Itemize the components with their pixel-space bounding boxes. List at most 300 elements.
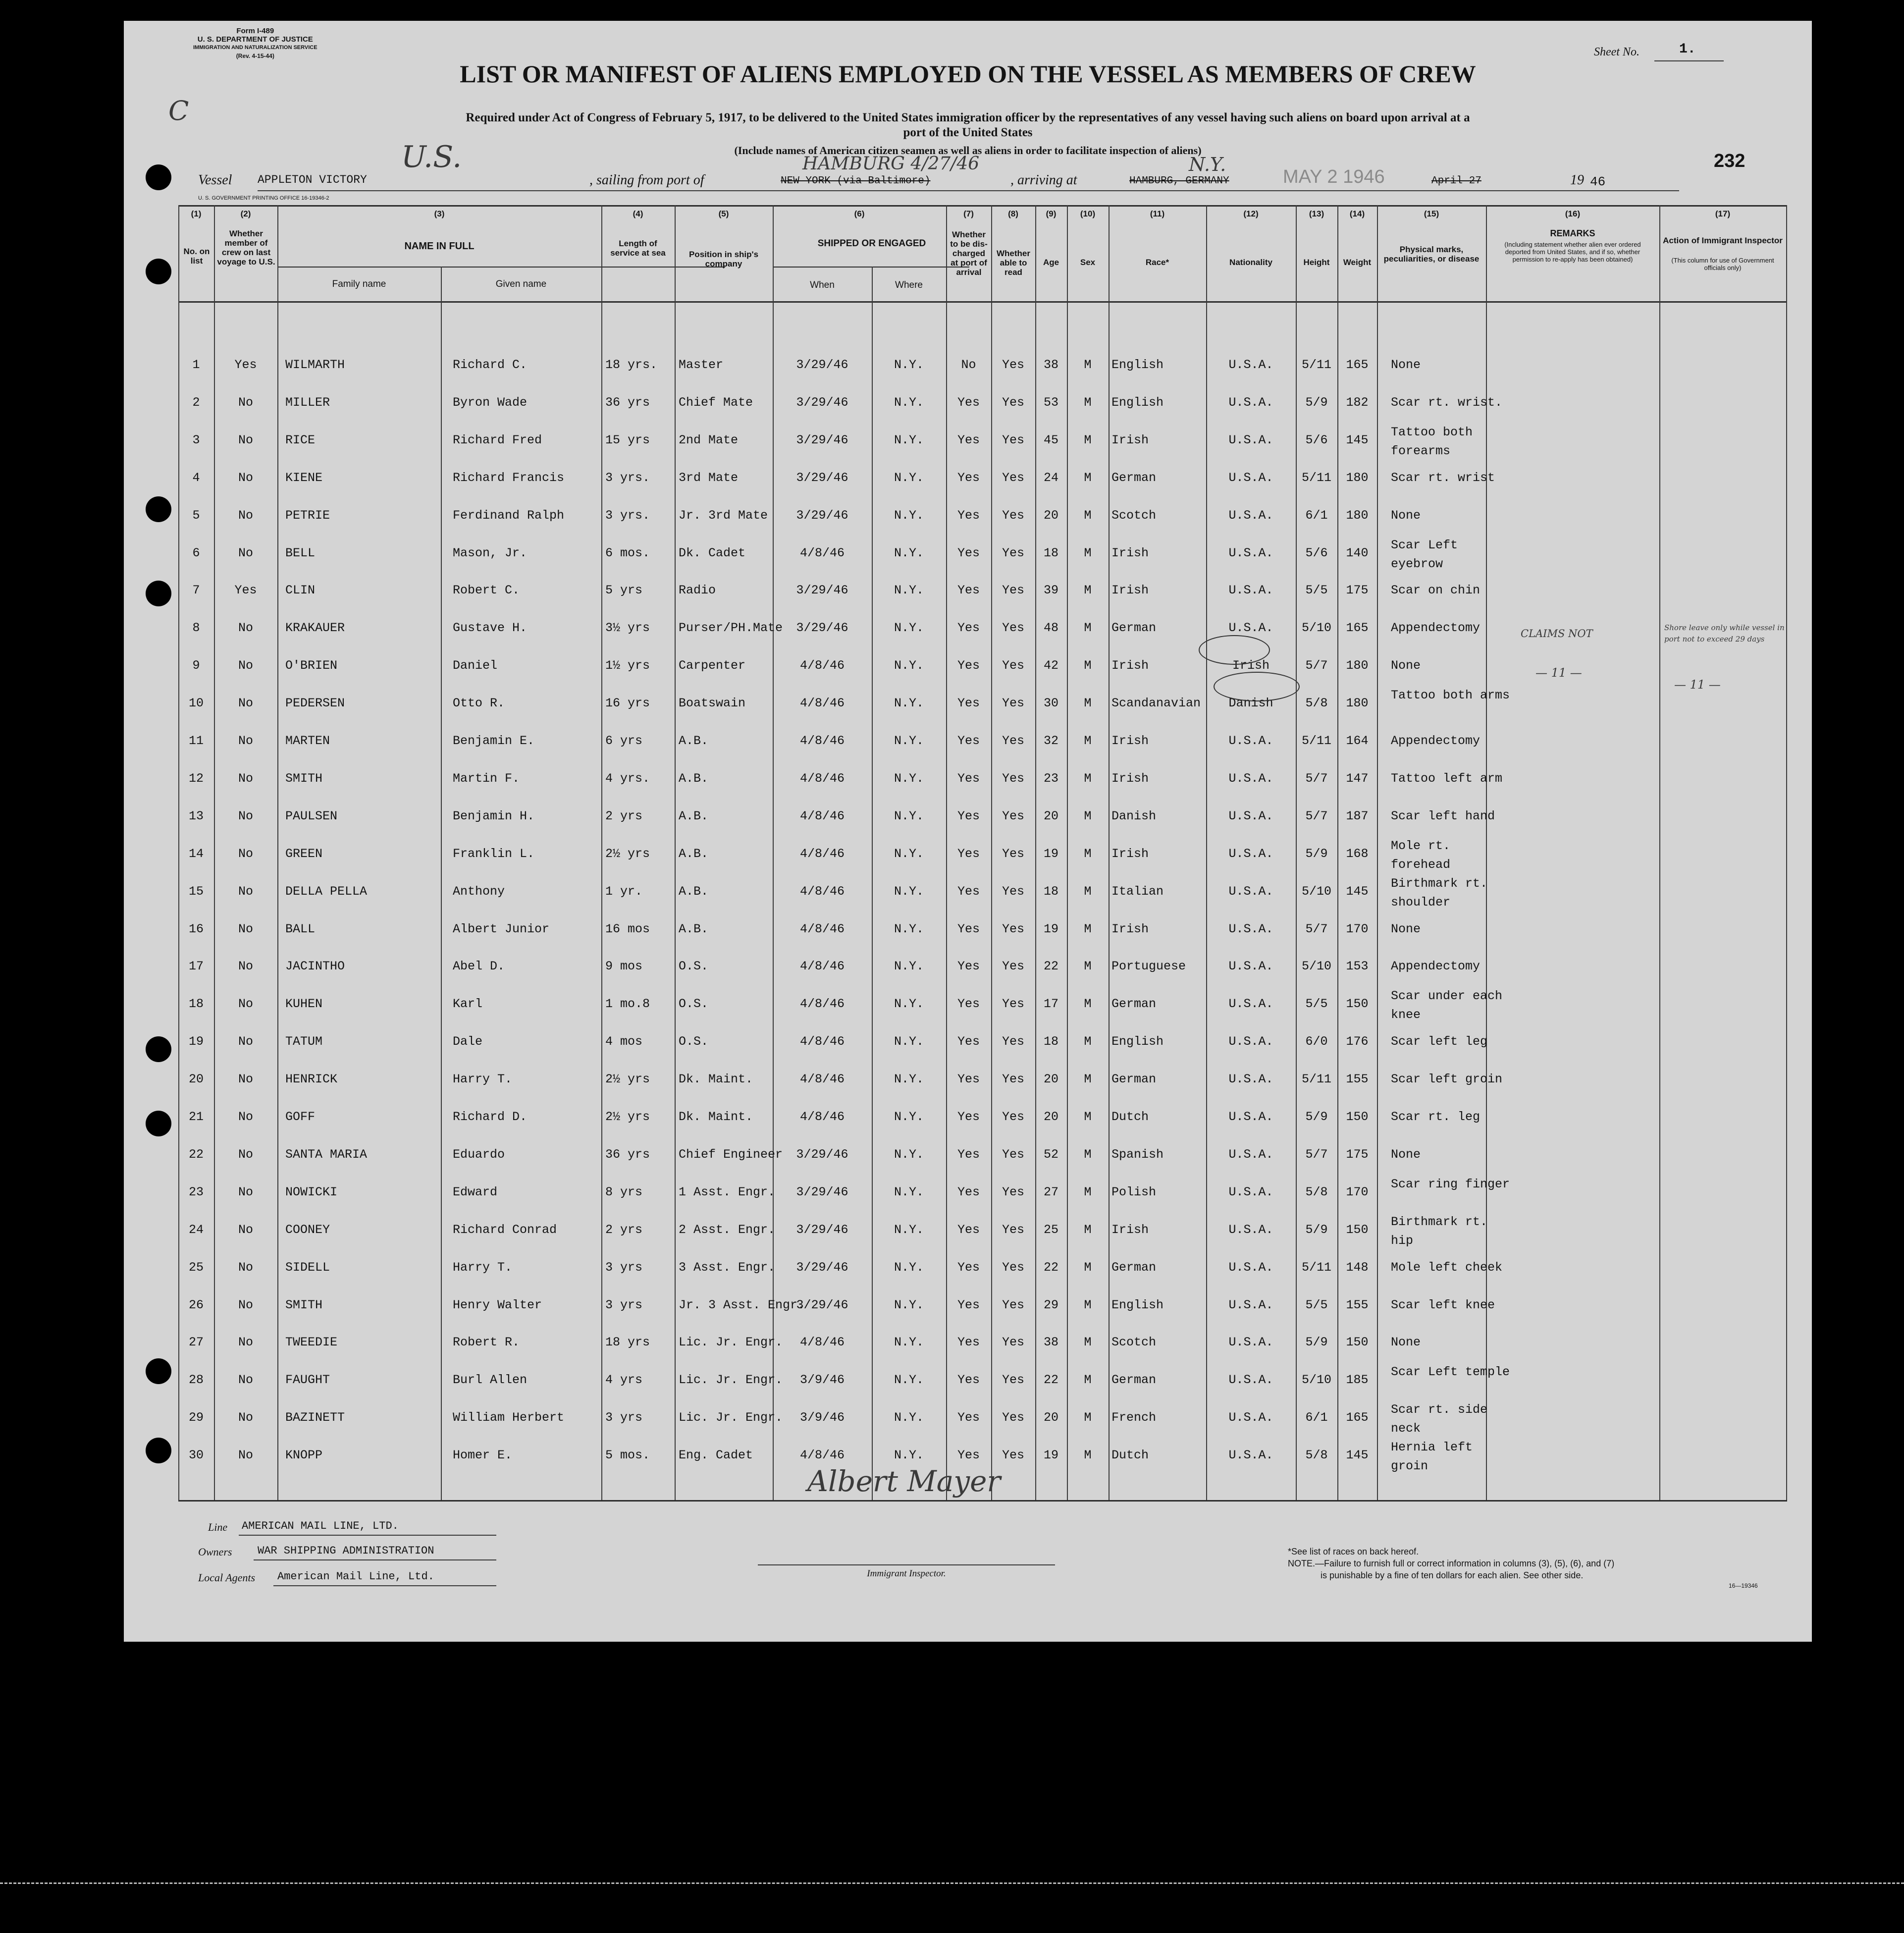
cell-nationality: U.S.A. bbox=[1228, 395, 1273, 410]
header-position: Position in ship's company bbox=[688, 250, 759, 268]
col-num: (3) bbox=[434, 209, 445, 218]
cell-prev: No bbox=[238, 1335, 253, 1350]
col-num: (2) bbox=[240, 209, 251, 218]
cell-position: Jr. 3rd Mate bbox=[679, 508, 768, 523]
cell-weight: 187 bbox=[1346, 808, 1369, 823]
cell-age: 18 bbox=[1043, 1034, 1058, 1049]
cell-when: 3/29/46 bbox=[796, 1260, 848, 1275]
cell-service: 2½ yrs bbox=[605, 1110, 650, 1124]
crew-row bbox=[124, 766, 1812, 804]
crew-row bbox=[124, 353, 1812, 390]
cell-marks: None bbox=[1391, 921, 1421, 936]
col-num: (15) bbox=[1424, 209, 1439, 218]
cell-weight: 140 bbox=[1346, 545, 1369, 560]
cell-race: French bbox=[1111, 1410, 1157, 1425]
cell-marks: Birthmark rt. shoulder bbox=[1391, 876, 1488, 910]
cell-when: 3/29/46 bbox=[796, 1297, 848, 1312]
cell-read: Yes bbox=[1002, 734, 1024, 748]
cell-sex: M bbox=[1084, 1448, 1092, 1463]
cell-when: 3/29/46 bbox=[796, 621, 848, 636]
cell-service: 1½ yrs bbox=[605, 658, 650, 673]
cell-no: 2 bbox=[192, 395, 200, 410]
cell-when: 4/8/46 bbox=[799, 959, 845, 974]
cell-service: 5 mos. bbox=[605, 1448, 650, 1463]
cell-weight: 165 bbox=[1346, 358, 1369, 372]
cell-family: SMITH bbox=[285, 771, 323, 786]
cell-no: 12 bbox=[188, 771, 204, 786]
cell-where: N.Y. bbox=[894, 997, 924, 1012]
year: 46 bbox=[1590, 174, 1606, 189]
agents-value: American Mail Line, Ltd. bbox=[277, 1570, 434, 1583]
cell-race: Spanish bbox=[1111, 1147, 1164, 1162]
cell-discharged: Yes bbox=[957, 545, 980, 560]
cell-sex: M bbox=[1084, 358, 1092, 372]
cell-marks: Scar rt. side neck bbox=[1391, 1402, 1488, 1436]
cell-discharged: Yes bbox=[957, 1184, 980, 1199]
cell-position: Jr. 3 Asst. Engr. bbox=[679, 1297, 805, 1312]
cell-age: 22 bbox=[1043, 1373, 1058, 1388]
cell-race: English bbox=[1111, 358, 1164, 372]
cell-read: Yes bbox=[1002, 1147, 1024, 1162]
cell-position: Lic. Jr. Engr. bbox=[679, 1335, 783, 1350]
cell-marks: Scar rt. wrist. bbox=[1391, 395, 1503, 410]
cell-race: Polish bbox=[1111, 1184, 1157, 1199]
crew-row bbox=[124, 1214, 1812, 1255]
cell-race: Dutch bbox=[1111, 1110, 1149, 1124]
cell-read: Yes bbox=[1002, 1222, 1024, 1237]
cell-height: 5/7 bbox=[1305, 921, 1328, 936]
cell-prev: No bbox=[238, 997, 253, 1012]
cell-where: N.Y. bbox=[894, 432, 924, 447]
cell-discharged: Yes bbox=[957, 1335, 980, 1350]
cell-race: Scotch bbox=[1111, 1335, 1157, 1350]
cell-weight: 147 bbox=[1346, 771, 1369, 786]
line-value: AMERICAN MAIL LINE, LTD. bbox=[242, 1520, 399, 1532]
cell-service: 18 yrs. bbox=[605, 358, 658, 372]
cell-discharged: Yes bbox=[957, 583, 980, 598]
cell-discharged: Yes bbox=[957, 1260, 980, 1275]
vessel-label: Vessel bbox=[198, 172, 232, 188]
cell-where: N.Y. bbox=[894, 1222, 924, 1237]
cell-where: N.Y. bbox=[894, 1072, 924, 1087]
cell-nationality: U.S.A. bbox=[1228, 1297, 1273, 1312]
cell-weight: 176 bbox=[1346, 1034, 1369, 1049]
cell-height: 5/11 bbox=[1301, 1072, 1331, 1087]
cell-family: JACINTHO bbox=[285, 959, 345, 974]
form-number: Form I-489 bbox=[236, 27, 274, 35]
cell-marks: Mole rt. forehead bbox=[1391, 838, 1451, 872]
cell-marks: Birthmark rt. hip bbox=[1391, 1214, 1488, 1248]
cell-nationality: U.S.A. bbox=[1228, 508, 1273, 523]
cell-weight: 182 bbox=[1346, 395, 1369, 410]
cell-family: GREEN bbox=[285, 846, 323, 861]
cell-position: 1 Asst. Engr. bbox=[679, 1184, 776, 1199]
cell-no: 26 bbox=[188, 1297, 204, 1312]
cell-no: 13 bbox=[188, 808, 204, 823]
cell-nationality: U.S.A. bbox=[1228, 621, 1273, 636]
cell-sex: M bbox=[1084, 959, 1092, 974]
cell-weight: 155 bbox=[1346, 1072, 1369, 1087]
cell-service: 4 mos bbox=[605, 1034, 643, 1049]
cell-family: PAULSEN bbox=[285, 808, 338, 823]
cell-family: MARTEN bbox=[285, 734, 330, 748]
crew-row bbox=[124, 1177, 1812, 1218]
cell-no: 18 bbox=[188, 997, 204, 1012]
cell-when: 4/8/46 bbox=[799, 696, 845, 711]
cell-sex: M bbox=[1084, 884, 1092, 899]
cell-family: O'BRIEN bbox=[285, 658, 338, 673]
cell-prev: No bbox=[238, 508, 253, 523]
cell-nationality: U.S.A. bbox=[1228, 1260, 1273, 1275]
cell-read: Yes bbox=[1002, 508, 1024, 523]
cell-age: 53 bbox=[1043, 395, 1058, 410]
cell-given: Albert Junior bbox=[453, 921, 550, 936]
subtitle-line-2: port of the United States bbox=[903, 126, 1033, 139]
header-shipped: SHIPPED OR ENGAGED bbox=[817, 238, 926, 249]
cell-nationality: U.S.A. bbox=[1228, 470, 1273, 485]
vessel-name: APPLETON VICTORY bbox=[258, 173, 367, 186]
cell-family: SIDELL bbox=[285, 1260, 330, 1275]
crew-row bbox=[124, 729, 1812, 766]
header-when: When bbox=[810, 280, 835, 290]
col-num: (13) bbox=[1309, 209, 1324, 218]
cell-nationality: U.S.A. bbox=[1228, 771, 1273, 786]
owners-label: Owners bbox=[198, 1546, 232, 1558]
cell-read: Yes bbox=[1002, 658, 1024, 673]
header-action: Action of Immigrant Inspector bbox=[1663, 236, 1783, 245]
cell-marks: Scar on chin bbox=[1391, 583, 1481, 598]
cell-weight: 175 bbox=[1346, 1147, 1369, 1162]
signature: Albert Mayer bbox=[807, 1464, 1001, 1498]
cell-service: 9 mos bbox=[605, 959, 643, 974]
cell-weight: 150 bbox=[1346, 1110, 1369, 1124]
header-nationality: Nationality bbox=[1229, 258, 1272, 267]
cell-service: 3 yrs bbox=[605, 1260, 643, 1275]
cell-race: Irish bbox=[1111, 846, 1149, 861]
owners-value: WAR SHIPPING ADMINISTRATION bbox=[258, 1545, 434, 1557]
fine-note-2: is punishable by a fine of ten dollars for each alien. See other side. bbox=[1321, 1570, 1584, 1580]
cell-given: Karl bbox=[453, 997, 483, 1012]
cell-discharged: Yes bbox=[957, 808, 980, 823]
service: IMMIGRATION AND NATURALIZATION SERVICE bbox=[193, 45, 317, 51]
cell-nationality: U.S.A. bbox=[1228, 1034, 1273, 1049]
cell-read: Yes bbox=[1002, 1410, 1024, 1425]
cell-prev: No bbox=[238, 1222, 253, 1237]
cell-prev: No bbox=[238, 808, 253, 823]
cell-when: 3/29/46 bbox=[796, 470, 848, 485]
cell-family: BALL bbox=[285, 921, 316, 936]
cell-discharged: Yes bbox=[957, 621, 980, 636]
crew-row bbox=[124, 1029, 1812, 1067]
cell-family: NOWICKI bbox=[285, 1184, 338, 1199]
cell-weight: 148 bbox=[1346, 1260, 1369, 1275]
crew-row bbox=[124, 1293, 1812, 1331]
cell-nationality: U.S.A. bbox=[1228, 1448, 1273, 1463]
cell-prev: No bbox=[238, 959, 253, 974]
cell-given: Mason, Jr. bbox=[453, 545, 528, 560]
cell-race: Scandanavian bbox=[1111, 696, 1201, 711]
cell-position: Boatswain bbox=[679, 696, 746, 711]
cell-no: 17 bbox=[188, 959, 204, 974]
cell-read: Yes bbox=[1002, 545, 1024, 560]
cell-family: TATUM bbox=[285, 1034, 323, 1049]
cell-weight: 145 bbox=[1346, 884, 1369, 899]
cell-given: Abel D. bbox=[453, 959, 505, 974]
cell-position: 3rd Mate bbox=[679, 470, 739, 485]
cell-discharged: Yes bbox=[957, 1147, 980, 1162]
cell-marks: Scar ring finger bbox=[1391, 1177, 1510, 1191]
crew-row bbox=[124, 989, 1812, 1029]
cell-service: 3 yrs bbox=[605, 1297, 643, 1312]
manifest-sheet bbox=[124, 21, 1812, 1642]
cell-when: 4/8/46 bbox=[799, 1110, 845, 1124]
cell-position: A.B. bbox=[679, 846, 709, 861]
col-num: (10) bbox=[1080, 209, 1096, 218]
cell-given: Robert R. bbox=[453, 1335, 520, 1350]
cell-age: 20 bbox=[1043, 1110, 1058, 1124]
cell-prev: No bbox=[238, 771, 253, 786]
cell-height: 5/10 bbox=[1301, 884, 1331, 899]
cell-weight: 168 bbox=[1346, 846, 1369, 861]
cell-height: 5/9 bbox=[1305, 1110, 1328, 1124]
cell-discharged: No bbox=[961, 358, 976, 372]
cell-sex: M bbox=[1084, 1034, 1092, 1049]
cell-marks: Appendectomy bbox=[1391, 959, 1481, 974]
punch-hole bbox=[146, 259, 171, 284]
crew-row bbox=[124, 917, 1812, 955]
cell-read: Yes bbox=[1002, 395, 1024, 410]
cell-family: BELL bbox=[285, 545, 316, 560]
cell-sex: M bbox=[1084, 1222, 1092, 1237]
cell-discharged: Yes bbox=[957, 1222, 980, 1237]
cell-sex: M bbox=[1084, 1297, 1092, 1312]
cell-no: 5 bbox=[192, 508, 200, 523]
col-num: (17) bbox=[1715, 209, 1731, 218]
cell-read: Yes bbox=[1002, 1448, 1024, 1463]
cell-marks: Scar Left temple bbox=[1391, 1365, 1510, 1380]
cell-sex: M bbox=[1084, 696, 1092, 711]
agents-label: Local Agents bbox=[198, 1571, 256, 1584]
cell-weight: 185 bbox=[1346, 1373, 1369, 1388]
cell-service: 6 mos. bbox=[605, 545, 650, 560]
cell-given: Daniel bbox=[453, 658, 498, 673]
cell-weight: 145 bbox=[1346, 1448, 1369, 1463]
page-title: LIST OR MANIFEST OF ALIENS EMPLOYED ON THE VESSEL AS MEMBERS OF CREW bbox=[460, 60, 1476, 88]
cell-sex: M bbox=[1084, 921, 1092, 936]
cell-where: N.Y. bbox=[894, 921, 924, 936]
cell-when: 4/8/46 bbox=[799, 1335, 845, 1350]
printing-office: U. S. GOVERNMENT PRINTING OFFICE 16-19346-2 bbox=[198, 195, 329, 201]
cell-discharged: Yes bbox=[957, 508, 980, 523]
cell-read: Yes bbox=[1002, 1335, 1024, 1350]
cell-nationality: U.S.A. bbox=[1228, 432, 1273, 447]
cell-read: Yes bbox=[1002, 696, 1024, 711]
cell-marks: Scar Left eyebrow bbox=[1391, 537, 1458, 571]
cell-sex: M bbox=[1084, 1184, 1092, 1199]
col-num: (4) bbox=[633, 209, 643, 218]
cell-height: 5/10 bbox=[1301, 621, 1331, 636]
cell-service: 3 yrs. bbox=[605, 470, 650, 485]
header-age: Age bbox=[1043, 258, 1059, 267]
cell-race: Irish bbox=[1111, 658, 1149, 673]
cell-marks: Scar left knee bbox=[1391, 1297, 1495, 1312]
cell-given: Richard Francis bbox=[453, 470, 565, 485]
cell-family: KNOPP bbox=[285, 1448, 323, 1463]
arriving-port: HAMBURG, GERMANY bbox=[1129, 175, 1229, 187]
cell-position: Chief Mate bbox=[679, 395, 753, 410]
crew-row bbox=[124, 390, 1812, 428]
revision: (Rev. 4-15-44) bbox=[236, 53, 274, 59]
cell-position: Master bbox=[679, 358, 724, 372]
cell-age: 20 bbox=[1043, 1410, 1058, 1425]
cell-race: Irish bbox=[1111, 771, 1149, 786]
cell-race: Irish bbox=[1111, 583, 1149, 598]
cell-race: Italian bbox=[1111, 884, 1164, 899]
cell-marks: Mole left cheek bbox=[1391, 1260, 1503, 1275]
cell-read: Yes bbox=[1002, 771, 1024, 786]
header-race: Race* bbox=[1145, 258, 1169, 267]
cell-read: Yes bbox=[1002, 432, 1024, 447]
cell-height: 5/7 bbox=[1305, 771, 1328, 786]
cell-given: Richard Fred bbox=[453, 432, 542, 447]
col-num: (1) bbox=[191, 209, 202, 218]
header-height: Height bbox=[1303, 258, 1330, 267]
cell-service: 1 yr. bbox=[605, 884, 643, 899]
cell-race: English bbox=[1111, 1034, 1164, 1049]
cell-family: SANTA MARIA bbox=[285, 1147, 368, 1162]
cell-height: 5/8 bbox=[1305, 1184, 1328, 1199]
cell-weight: 150 bbox=[1346, 997, 1369, 1012]
cell-height: 5/7 bbox=[1305, 1147, 1328, 1162]
ditto-mark-remarks: — 11 — bbox=[1535, 666, 1582, 680]
cell-marks: Hernia left groin bbox=[1391, 1440, 1473, 1474]
cell-height: 6/0 bbox=[1305, 1034, 1328, 1049]
cell-service: 3 yrs bbox=[605, 1410, 643, 1425]
cell-family: WILMARTH bbox=[285, 358, 345, 372]
cell-given: Otto R. bbox=[453, 696, 505, 711]
cell-when: 4/8/46 bbox=[799, 884, 845, 899]
cell-read: Yes bbox=[1002, 470, 1024, 485]
cell-height: 5/10 bbox=[1301, 959, 1331, 974]
cell-sex: M bbox=[1084, 470, 1092, 485]
cell-nationality: U.S.A. bbox=[1228, 808, 1273, 823]
cell-height: 5/5 bbox=[1305, 1297, 1328, 1312]
cell-family: PEDERSEN bbox=[285, 696, 345, 711]
cell-marks: Appendectomy bbox=[1391, 621, 1481, 636]
cell-no: 28 bbox=[188, 1373, 204, 1388]
cell-prev: No bbox=[238, 470, 253, 485]
cell-position: 3 Asst. Engr. bbox=[679, 1260, 776, 1275]
cell-sex: M bbox=[1084, 621, 1092, 636]
cell-service: 5 yrs bbox=[605, 583, 643, 598]
cell-weight: 170 bbox=[1346, 1184, 1369, 1199]
cell-age: 20 bbox=[1043, 508, 1058, 523]
cell-nationality: Danish bbox=[1228, 696, 1273, 711]
cell-no: 10 bbox=[188, 696, 204, 711]
cell-race: German bbox=[1111, 1260, 1157, 1275]
cell-age: 19 bbox=[1043, 921, 1058, 936]
cell-marks: Scar under each knee bbox=[1391, 989, 1503, 1022]
cell-marks: Scar left hand bbox=[1391, 808, 1495, 823]
cell-position: A.B. bbox=[679, 734, 709, 748]
cell-marks: None bbox=[1391, 1147, 1421, 1162]
cell-discharged: Yes bbox=[957, 1297, 980, 1312]
punch-hole bbox=[146, 164, 171, 190]
cell-nationality: U.S.A. bbox=[1228, 583, 1273, 598]
scan-edge-line bbox=[0, 1882, 1904, 1885]
cell-when: 4/8/46 bbox=[799, 1072, 845, 1087]
cell-race: German bbox=[1111, 470, 1157, 485]
cell-when: 3/9/46 bbox=[799, 1410, 845, 1425]
cell-position: Chief Engineer bbox=[679, 1147, 783, 1162]
cell-where: N.Y. bbox=[894, 1034, 924, 1049]
cell-position: Purser/PH.Mate bbox=[679, 621, 783, 636]
crew-row bbox=[124, 1255, 1812, 1293]
cell-height: 5/11 bbox=[1301, 734, 1331, 748]
cell-family: KUHEN bbox=[285, 997, 323, 1012]
cell-sex: M bbox=[1084, 1260, 1092, 1275]
cell-race: German bbox=[1111, 1072, 1157, 1087]
crew-row bbox=[124, 1402, 1812, 1443]
cell-no: 23 bbox=[188, 1184, 204, 1199]
cell-when: 4/8/46 bbox=[799, 545, 845, 560]
cell-service: 15 yrs bbox=[605, 432, 650, 447]
cell-when: 3/29/46 bbox=[796, 1222, 848, 1237]
cell-no: 29 bbox=[188, 1410, 204, 1425]
cell-discharged: Yes bbox=[957, 846, 980, 861]
cell-nationality: U.S.A. bbox=[1228, 1110, 1273, 1124]
cell-race: Irish bbox=[1111, 1222, 1149, 1237]
cell-service: 2 yrs bbox=[605, 808, 643, 823]
cell-given: Richard D. bbox=[453, 1110, 528, 1124]
cell-when: 4/8/46 bbox=[799, 808, 845, 823]
cell-family: PETRIE bbox=[285, 508, 330, 523]
cell-read: Yes bbox=[1002, 1260, 1024, 1275]
cell-no: 1 bbox=[192, 358, 200, 372]
cell-age: 20 bbox=[1043, 1072, 1058, 1087]
cell-prev: No bbox=[238, 1410, 253, 1425]
cell-sex: M bbox=[1084, 545, 1092, 560]
cell-prev: No bbox=[238, 884, 253, 899]
cell-marks: None bbox=[1391, 508, 1421, 523]
cell-read: Yes bbox=[1002, 621, 1024, 636]
cell-sex: M bbox=[1084, 583, 1092, 598]
sheet-number: 1. bbox=[1679, 42, 1696, 57]
cell-marks: Scar left leg bbox=[1391, 1034, 1488, 1049]
crew-row bbox=[124, 578, 1812, 616]
cell-service: 16 yrs bbox=[605, 696, 650, 711]
cell-position: Dk. Maint. bbox=[679, 1072, 753, 1087]
cell-no: 7 bbox=[192, 583, 200, 598]
cell-age: 23 bbox=[1043, 771, 1058, 786]
cell-read: Yes bbox=[1002, 1297, 1024, 1312]
cell-height: 5/7 bbox=[1305, 808, 1328, 823]
cell-no: 11 bbox=[188, 734, 204, 748]
cell-where: N.Y. bbox=[894, 884, 924, 899]
cell-when: 4/8/46 bbox=[799, 658, 845, 673]
header-weight: Weight bbox=[1343, 258, 1372, 267]
cell-age: 38 bbox=[1043, 1335, 1058, 1350]
remarks-annotation: CLAIMS NOT bbox=[1521, 628, 1593, 640]
cell-where: N.Y. bbox=[894, 358, 924, 372]
cell-where: N.Y. bbox=[894, 508, 924, 523]
header-action-note: (This column for use of Government officials only) bbox=[1671, 257, 1774, 271]
crew-row bbox=[124, 876, 1812, 917]
cell-discharged: Yes bbox=[957, 1410, 980, 1425]
cell-no: 27 bbox=[188, 1335, 204, 1350]
cell-service: 1 mo.8 bbox=[605, 997, 650, 1012]
cell-family: CLIN bbox=[285, 583, 316, 598]
